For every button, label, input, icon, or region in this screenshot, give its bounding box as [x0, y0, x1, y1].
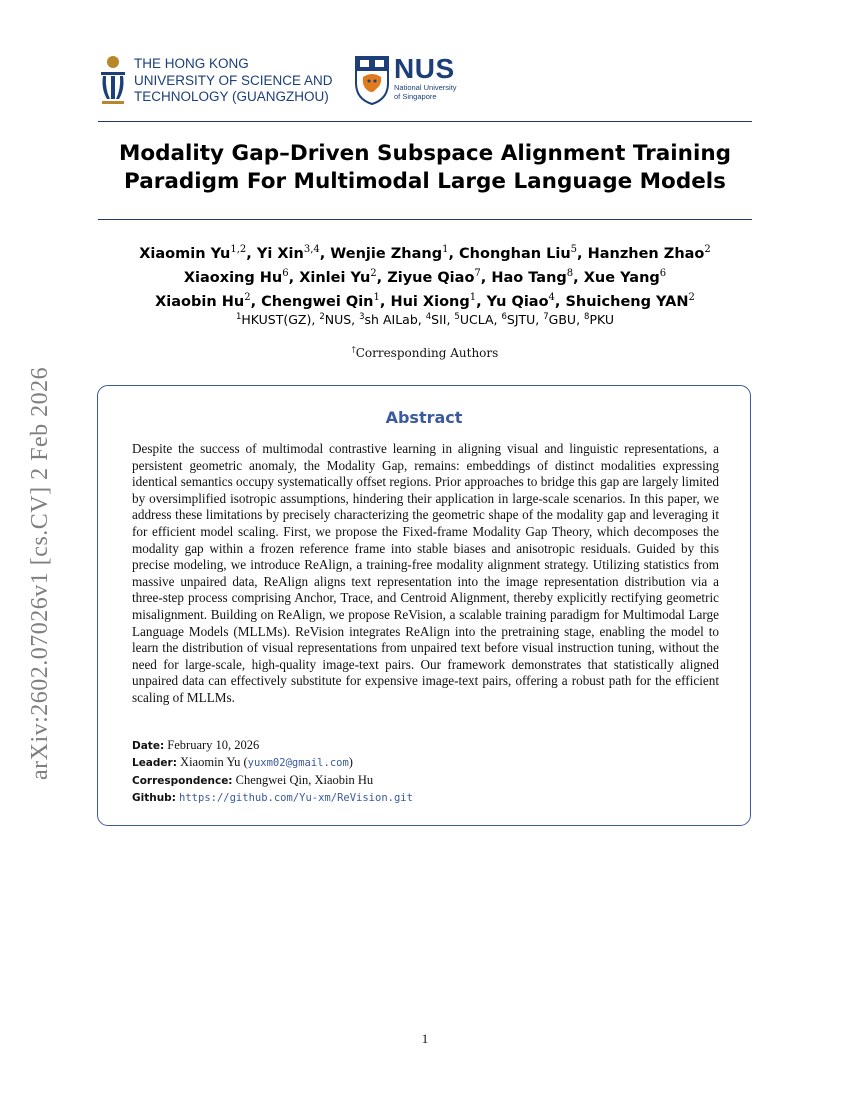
author-name: Xiaomin Yu: [139, 245, 231, 262]
date-value: February 10, 2026: [167, 738, 260, 752]
leader-label: Leader:: [132, 757, 177, 770]
nus-name: NUS: [394, 53, 455, 84]
author-affil: 2: [370, 267, 377, 279]
author-affil: 3,4: [303, 244, 320, 255]
hkust-line-2: UNIVERSITY OF SCIENCE AND: [134, 72, 333, 88]
affil-name: UCLA: [459, 312, 494, 328]
author-name: Chengwei Qin: [261, 293, 374, 310]
corresponding-note: [98, 345, 752, 360]
hkust-emblem-icon: [98, 55, 128, 105]
paper-metadata: [132, 737, 719, 807]
author-name: Shuicheng YAN: [565, 293, 689, 310]
affil-name: NUS: [324, 312, 352, 328]
github-row: [132, 789, 719, 806]
author-name: Hanzhen Zhao: [587, 245, 705, 262]
correspondence-label: Correspondence:: [132, 774, 233, 787]
author-affil: 2: [244, 291, 251, 303]
hkust-line-1: THE HONG KONG: [134, 56, 249, 71]
date-row: [132, 737, 719, 754]
affil-index: 4: [425, 312, 432, 322]
author-affil: 1: [469, 291, 477, 303]
author-name: Ziyue Qiao: [387, 269, 475, 286]
author-name: Xinlei Yu: [299, 269, 371, 286]
nus-crest-icon: [354, 55, 390, 105]
affil-index: 3: [359, 312, 365, 322]
affil-index: 7: [543, 312, 549, 322]
date-label: Date:: [132, 740, 165, 752]
author-affil: 6: [659, 267, 667, 279]
author-name: Xiaobin Hu: [155, 293, 245, 310]
affil-index: 2: [319, 312, 325, 322]
github-link[interactable]: https://github.com/Yu-xm/ReVision.git: [179, 792, 413, 805]
abstract-box: [97, 385, 751, 826]
abstract-heading: Abstract: [385, 408, 463, 427]
affil-name: PKU: [589, 312, 615, 328]
author-line: Xiaoxing Hu$^6$, Xinlei Yu$^2$, Ziyue Qiao$^7$, Hao Tang$^8$, Xue Yang$^6$: [183, 267, 667, 286]
leader-email-link[interactable]: yuxm02@gmail.com: [247, 757, 349, 770]
title-rule: [98, 219, 752, 220]
author-affil: 1,2: [230, 244, 247, 255]
arxiv-stamp: arXiv:2602.07026v1 [cs.CV] 2 Feb 2026: [27, 366, 53, 780]
author-name: Chonghan Liu: [459, 245, 571, 262]
affil-index: 8: [584, 312, 590, 322]
affil-index: 1: [235, 312, 242, 322]
affil-name: GBU: [548, 312, 577, 328]
author-name: Xue Yang: [583, 269, 660, 286]
author-name: Wenjie Zhang: [330, 245, 443, 262]
author-name: Yu Qiao: [486, 293, 549, 310]
author-affil: 7: [474, 267, 481, 279]
author-affil: 2: [704, 244, 711, 255]
author-name: Yi Xin: [256, 245, 304, 262]
author-line: Xiaobin Hu$^2$, Chengwei Qin$^1$, Hui Xiong$^1$, Yu Qiao$^4$, Shuicheng YAN$^2$: [155, 291, 695, 310]
title-line-1: Modality Gap–Driven Subspace Alignment Training: [118, 141, 732, 166]
institution-logos: [98, 55, 498, 107]
affil-index: 5: [454, 312, 460, 322]
author-affil: 4: [548, 291, 555, 303]
author-name: Xiaoxing Hu: [183, 269, 283, 286]
correspondence-row: [132, 772, 719, 789]
title-line-2: Paradigm For Multimodal Large Language Models: [124, 169, 726, 194]
hkust-name: [134, 56, 333, 106]
correspondence-value: Chengwei Qin, Xiaobin Hu: [235, 772, 374, 787]
nus-sub-2: of Singapore: [394, 92, 437, 101]
abstract-text: Despite the success of multimodal contrastive learning in aligning visual and linguistic representations, a persistent geometric anomaly, the Modality Gap, remains: embeddings of distinct modalities expressing identical semantics occupy systematically offset regions. Prior approaches to bridge this gap are largely limited by oversimplified isotropic assumptions, hindering their application in large-scale scenarios. In this paper, we address these limitations by precisely characterizing the geometric shape of the modality gap and leveraging it for efficient model scaling. First, we propose the Fixed-frame Modality Gap Theory, which decomposes the modality gap within a frozen reference frame into stable biases and anisotropic residuals. Guided by this precise modeling, we introduce ReAlign, a training-free modality alignment strategy. Utilizing statistics from massive unpaired data, ReAlign aligns text representation into the image representation distribution via a three-step process comprising Anchor, Trace, and Centroid Alignment, thereby explicitly rectifying geometric misalignment. Building on ReAlign, we propose ReVision, a scalable training paradigm for Multimodal Large Language Models (MLLMs). ReVision integrates ReAlign into the pretraining stage, enabling the model to learn the distribution of visual representations from unpaired text before visual instruction tuning, without the need for large-scale, high-quality image-text pairs. Our framework demonstrates that statistically aligned unpaired data can effectively substitute for expensive image-text pairs, offering a robust path for the efficient scaling of MLLMs.: [132, 441, 719, 705]
dagger-mark: †: [351, 345, 356, 354]
affil-name: HKUST(GZ): [241, 312, 312, 328]
github-label: Github:: [132, 792, 176, 805]
affil-index: 6: [501, 312, 507, 322]
author-affil: 1: [373, 291, 380, 303]
author-affil: 2: [688, 291, 695, 303]
affil-name: SJTU: [506, 312, 536, 328]
leader-value: Xiaomin Yu: [180, 755, 241, 770]
affiliations: $^1$HKUST(GZ), $^2$NUS, $^3$sh AILab, $^4$SII, $^5$UCLA, $^6$SJTU, $^7$GBU, $^8$PKU: [235, 312, 615, 328]
affil-name: sh AILab: [364, 312, 418, 328]
paper-title: [98, 140, 752, 196]
author-name: Hao Tang: [491, 269, 567, 286]
header-rule: [98, 121, 752, 122]
nus-logo: [354, 55, 457, 105]
author-name: Hui Xiong: [390, 293, 470, 310]
author-affil: 6: [282, 267, 289, 279]
hkust-line-3: TECHNOLOGY (GUANGZHOU): [134, 89, 329, 104]
affil-name: SII: [431, 312, 447, 328]
nus-sub-1: National University: [394, 83, 457, 92]
author-affil: 8: [566, 267, 574, 279]
page-number: 1: [421, 1031, 429, 1046]
author-affil: 5: [570, 244, 578, 255]
author-line: Xiaomin Yu$^{1,2}$, Yi Xin$^{3,4}$, Wenjie Zhang$^1$, Chonghan Liu$^5$, Hanzhen Zhao$^2$: [139, 244, 711, 262]
corresponding-text: Corresponding Authors: [355, 346, 499, 360]
author-list: [98, 240, 752, 311]
nus-wordmark: [394, 55, 457, 101]
author-affil: 1: [442, 244, 449, 255]
hkust-logo: [98, 55, 333, 107]
leader-row: Leader: Xiaomin Yu (yuxm02@gmail.com): [132, 755, 353, 770]
